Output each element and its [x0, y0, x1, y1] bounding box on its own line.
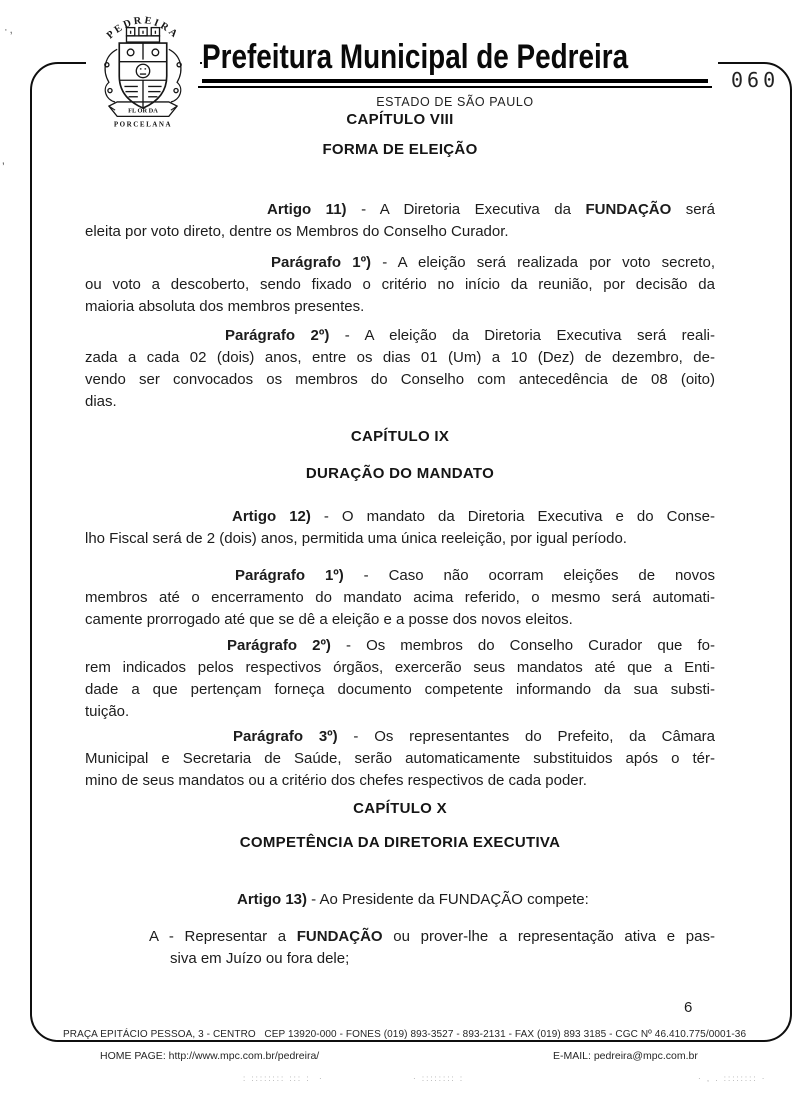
body-line: camente prorrogado até que se dê a eleição e a posse dos novos eleitos.	[85, 611, 573, 628]
page-number: 6	[684, 999, 693, 1016]
body-line: Artigo 13) - Ao Presidente da FUNDAÇÃO compete:	[237, 891, 589, 908]
header-subtitle: ESTADO DE SÃO PAULO	[376, 95, 534, 109]
scan-artifact: ’	[2, 160, 5, 174]
body-line: Artigo 11) - A Diretoria Executiva da FUNDAÇÃO será	[267, 201, 715, 218]
footer-address: PRAÇA EPITÁCIO PESSOA, 3 - CENTRO CEP 13920-000 - FONES (019) 893-3527 - 893-2131 - FAX (019) 893 3185 - CGC Nº 46.410.775/0001-36	[56, 1029, 753, 1040]
chapter-heading: DURAÇÃO DO MANDATO	[305, 465, 495, 482]
paragraph	[85, 565, 715, 631]
body-line: Artigo 12) - O mandato da Diretoria Executiva e do Conse-	[232, 508, 715, 525]
footer-email: E-MAIL: pedreira@mpc.com.br	[553, 1050, 698, 1062]
body-line: rem indicados pelos respectivos órgãos, exercerão seus mandatos até que a Enti-	[85, 659, 715, 676]
body-line: Parágrafo 2º) - A eleição da Diretoria Executiva será reali-	[225, 327, 715, 344]
chapter-heading: CAPÍTULO VIII	[346, 111, 454, 128]
scan-artifact: · , . :::::::: ·	[698, 1074, 767, 1083]
body-line: Parágrafo 3º) - Os representantes do Prefeito, da Câmara	[233, 728, 715, 745]
paragraph	[85, 199, 715, 243]
chapter-heading: COMPETÊNCIA DA DIRETORIA EXECUTIVA	[239, 834, 561, 851]
document-body	[85, 109, 715, 970]
paragraph	[85, 726, 715, 792]
scan-artifact: · :::::::: :	[413, 1074, 465, 1083]
body-line: maioria absoluta dos membros presentes.	[85, 298, 365, 315]
body-line: dade a que pertençam forneça documento competente informando da sua substi-	[85, 681, 715, 698]
body-line: siva em Juízo ou fora dele;	[170, 950, 350, 967]
body-line: ou voto a descoberto, sendo fixado o critério no início da reunião, por decisão da	[85, 276, 715, 293]
body-line: tuição.	[85, 703, 130, 720]
list-item	[85, 926, 715, 970]
body-line: zada a cada 02 (dois) anos, entre os dias 01 (Um) a 10 (Dez) de dezembro, de-	[85, 349, 715, 366]
body-line: Parágrafo 2º) - Os membros do Conselho Curador que fo-	[227, 637, 715, 654]
chapter-heading: FORMA DE ELEIÇÃO	[322, 141, 478, 158]
scan-artifact: : :::::::: ::: : ·	[243, 1074, 324, 1083]
title-underline-thick	[202, 79, 708, 83]
paragraph	[85, 325, 715, 413]
page-stamp-number: 060	[731, 68, 780, 92]
chapter-heading: CAPÍTULO X	[353, 800, 447, 817]
page-title: Prefeitura Municipal de Pedreira	[202, 38, 629, 76]
paragraph	[85, 889, 715, 911]
chapter-heading: CAPÍTULO IX	[350, 428, 450, 445]
svg-text:PEDREIRA	[105, 15, 181, 41]
scan-artifact: ·,	[4, 24, 15, 36]
title-underline-thin	[198, 86, 712, 88]
header	[202, 38, 718, 109]
crest-motto-text: PORCELANA	[113, 120, 173, 129]
coat-of-arms	[86, 8, 200, 136]
body-line: dias.	[85, 393, 117, 410]
body-line: eleita por voto direto, dentre os Membros do Conselho Curador.	[85, 223, 509, 240]
body-line: Municipal e Secretaria de Saúde, serão automaticamente substituidos após o tér-	[85, 750, 715, 767]
body-line: A - Representar a FUNDAÇÃO ou prover-lhe a representação ativa e pas-	[149, 928, 715, 945]
body-line: mino de seus mandatos ou a critério dos chefes respectivos de cada poder.	[85, 772, 587, 789]
body-line: Parágrafo 1º) - A eleição será realizada por voto secreto,	[271, 254, 715, 271]
coat-of-arms-graphic	[86, 8, 200, 136]
paragraph	[85, 506, 715, 550]
body-line: vendo ser convocados os membros do Conselho com antecedência de 08 (oito)	[85, 371, 715, 388]
crest-arc-text: PEDREIRA	[104, 15, 182, 42]
body-line: Parágrafo 1º) - Caso não ocorram eleições de novos	[235, 567, 715, 584]
crest-banner-text: FL OR DA	[128, 107, 158, 115]
footer-homepage: HOME PAGE: http://www.mpc.com.br/pedreira/	[100, 1050, 320, 1062]
body-line: membros até o encerramento do mandato acima referido, o mesmo será automati-	[85, 589, 715, 606]
body-line: lho Fiscal será de 2 (dois) anos, permitida uma única reeleição, por igual período.	[85, 530, 627, 547]
paragraph	[85, 635, 715, 723]
paragraph	[85, 252, 715, 318]
